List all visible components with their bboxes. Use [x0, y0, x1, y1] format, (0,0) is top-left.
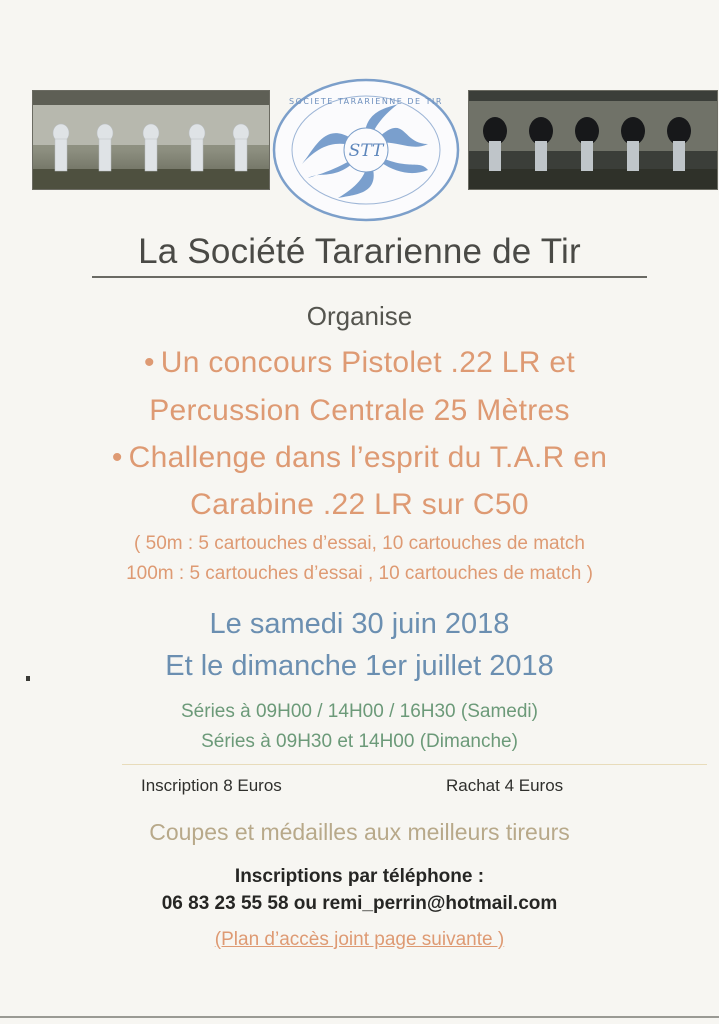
bullet-2: • [111, 441, 123, 474]
event-line-4: Carabine .22 LR sur C50 [190, 488, 529, 521]
event-line-2: Percussion Centrale 25 Mètres [149, 394, 570, 427]
heading-underline [92, 276, 647, 278]
inscription-price: Inscription 8 Euros [141, 776, 282, 795]
shooting-range-image [33, 91, 269, 189]
rachat-price: Rachat 4 Euros [446, 776, 564, 795]
club-name-heading: La Société Tararienne de Tir [138, 232, 581, 271]
bullet-1: • [143, 346, 155, 379]
event-line-3-text: Challenge dans l’esprit du T.A.R en [128, 441, 608, 474]
series-saturday: Séries à 09H00 / 14H00 / 16H30 (Samedi) [181, 701, 538, 722]
registration-contact: 06 83 23 55 58 ou remi_perrin@hotmail.com [161, 893, 558, 914]
shooting-range-image [469, 91, 717, 189]
targets-photo-left [32, 90, 270, 190]
date-sunday: Et le dimanche 1er juillet 2018 [165, 650, 554, 682]
club-logo-image [268, 74, 464, 224]
registration-phone-label: Inscriptions par téléphone : [234, 866, 485, 887]
club-logo [268, 74, 464, 224]
divider [122, 764, 707, 765]
date-saturday: Le samedi 30 juin 2018 [209, 608, 510, 640]
targets-photo-right [468, 90, 718, 190]
logo-ring-text: SOCIETE TARARIENNE DE TIR [289, 97, 443, 106]
organise-label: Organise [306, 301, 413, 331]
scan-speck [26, 676, 30, 681]
event-line-1 [0, 346, 719, 380]
event-detail-50m: ( 50m : 5 cartouches d’essai, 10 cartouches de match [134, 533, 585, 554]
event-line-3 [0, 441, 719, 475]
scan-edge [0, 1016, 719, 1018]
access-plan-note: (Plan d’accès joint page suivante ) [214, 929, 505, 950]
awards-text: Coupes et médailles aux meilleurs tireurs [149, 819, 570, 845]
series-sunday: Séries à 09H30 et 14H00 (Dimanche) [201, 731, 518, 752]
logo-monogram: STT [348, 141, 384, 161]
event-line-1-text: Un concours Pistolet .22 LR et [160, 346, 576, 379]
event-detail-100m: 100m : 5 cartouches d’essai , 10 cartouches de match ) [126, 563, 593, 584]
